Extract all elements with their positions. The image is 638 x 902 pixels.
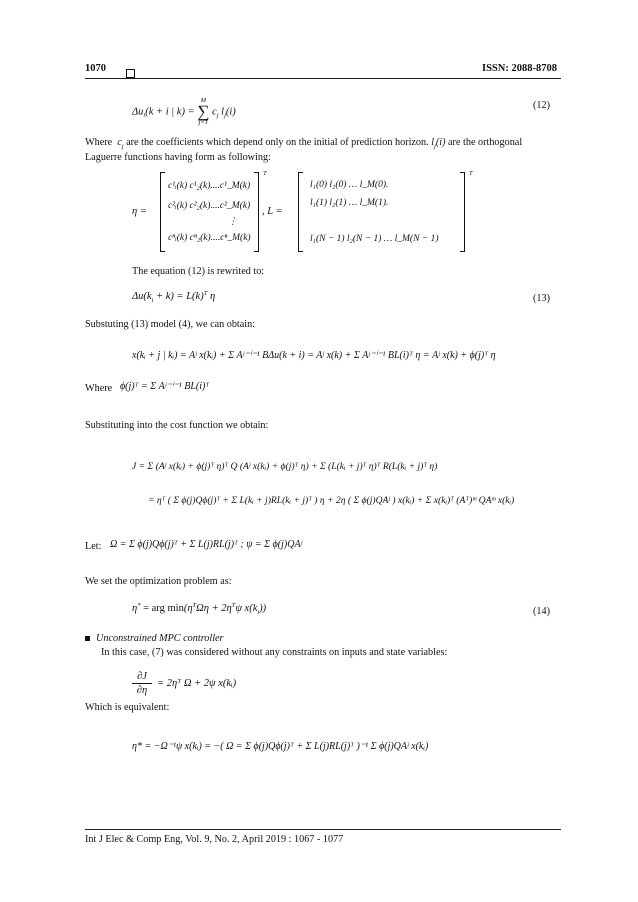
paragraph-cost: Substituting into the cost function we obtain: — [85, 420, 269, 431]
cost-equation-2: = ηᵀ ( Σ ϕ(j)Qϕ(j)ᵀ + Σ L(kᵢ + j)RL(kᵢ + j)ᵀ ) η + 2η ( Σ ϕ(j)QAʲ ) x(kᵢ) + Σ x(kᵢ)ᵀ (Aᵀ)ᵐ QAᵐ x(kᵢ) — [148, 495, 515, 506]
let-equation: Ω = Σ ϕ(j)Qϕ(j)ᵀ + Σ L(j)RL(j)ᵀ ; ψ = Σ ϕ(j)QAʲ — [110, 539, 303, 550]
footer-journal: Int J Elec & Comp Eng, Vol. 9, No. 2, April 2019 : 1067 - 1077 — [85, 834, 344, 845]
bullet-heading: Unconstrained MPC controller — [85, 632, 224, 646]
eta-transpose: T — [263, 170, 267, 177]
gradient-fraction: ∂J ∂η — [132, 670, 152, 697]
L-bracket-right — [460, 172, 465, 252]
issn: ISSN: 2088-8708 — [482, 63, 557, 74]
checkbox-icon — [126, 64, 135, 82]
gradient-equation: = 2ηᵀ Ω + 2ψ x(kᵢ) — [157, 678, 237, 689]
phi-definition: ϕ(j)ᵀ = Σ Aʲ⁻ⁱ⁻¹ BL(i)ᵀ — [120, 381, 210, 392]
L-matrix: l₁(0) l₂(0) … l_M(0). l₁(1) l₂(1) … l_M(1). l₁(N − 1) l₂(N − 1) … l_M(N − 1) — [310, 180, 439, 244]
let-label: Let: — [85, 541, 102, 552]
eta-bracket-right — [254, 172, 259, 252]
footer-rule — [85, 829, 561, 830]
paragraph-rewrite: The equation (12) is rewrited to: — [132, 266, 265, 277]
equation-13: $\Delta u(k_i + k) = L(k)^T$ η — [132, 290, 216, 304]
equation-13-number: (13) — [533, 293, 550, 304]
paragraph-substituting: Substuting (13) model (4), we can obtain: — [85, 319, 256, 330]
equation-12-number: (12) — [533, 100, 550, 111]
page-number: 1070 — [85, 63, 106, 74]
equation-14: η* = arg $\min(\eta^T\Omega\eta + 2\eta^T\psi$ $x(k_i)$) — [132, 602, 267, 616]
solution-equation: η* = −Ω⁻¹ψ x(kᵢ) = −( Ω = Σ ϕ(j)Qϕ(j)ᵀ + Σ L(j)RL(j)ᵀ )⁻¹ Σ ϕ(j)QAʲ x(kᵢ) — [132, 741, 429, 752]
equation-12: $\Delta u_i(k + i$ | k) = M ∑ j=1 $c_j$ $l_j(i)$ — [132, 97, 236, 126]
L-label: , L = — [262, 206, 283, 217]
paragraph-coefficients: Where $c_j$ are the coefficients which depend only on the initial of prediction horizon. $l_j(i)$ are the orthogonal Laguerre functions having form as following: — [85, 137, 523, 163]
L-transpose: T — [469, 170, 473, 177]
cost-equation-1: J = Σ (Aʲ x(kᵢ) + ϕ(j)ᵀ η)ᵀ Q (Aʲ x(kᵢ) + ϕ(j)ᵀ η) + Σ (L(kᵢ + j)ᵀ η)ᵀ R(L(kᵢ + j)ᵀ η) — [132, 461, 438, 472]
eta-label: η = — [132, 206, 147, 217]
paragraph-optimization: We set the optimization problem as: — [85, 576, 232, 587]
bullet-square-icon — [85, 636, 90, 641]
state-equation: x(kᵢ + j | kᵢ) = Aʲ x(kᵢ) + Σ Aʲ⁻ⁱ⁻¹ BΔu(k + i) = Aʲ x(k) + Σ Aʲ⁻ⁱ⁻¹ BL(i)ᵀ η = Aʲ x(k) + ϕ(j)ᵀ η — [132, 350, 496, 361]
eta-matrix: c¹ᵢ(k) c¹₂(k)....c¹_M(k) c²ᵢ(k) c²₂(k)....c²_M(k) ⋮ cⁿᵢ(k) cⁿ₂(k)....cⁿ_M(k) — [168, 181, 251, 243]
L-bracket-left — [298, 172, 303, 252]
eta-bracket-left — [160, 172, 165, 252]
where-label: Where — [85, 383, 113, 394]
equation-14-number: (14) — [533, 606, 550, 617]
paragraph-unconstrained: In this case, (7) was considered without any constraints on inputs and state variables: — [101, 647, 448, 658]
paragraph-equivalent: Which is equivalent: — [85, 702, 170, 713]
header-rule — [85, 78, 561, 79]
